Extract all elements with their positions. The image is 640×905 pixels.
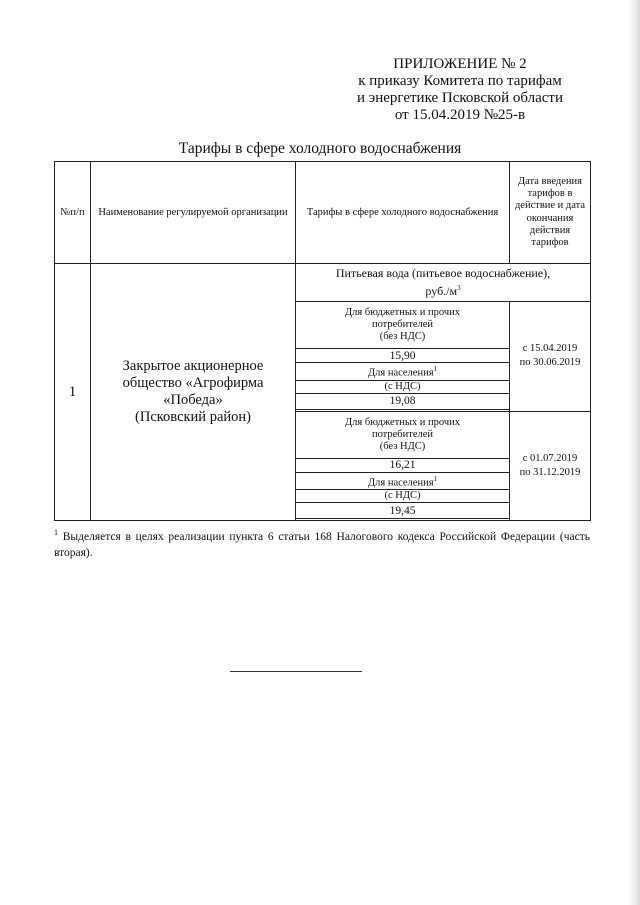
budget-consumers-label: Для бюджетных и прочих потребителей (без НДС) — [296, 302, 510, 349]
appendix-number: ПРИЛОЖЕНИЕ № 2 — [393, 56, 527, 72]
budget-consumers-label: Для бюджетных и прочих потребителей (без НДС) — [296, 411, 510, 458]
period-start: с 01.07.2019 — [522, 452, 578, 464]
row-number: 1 — [55, 264, 91, 521]
order-reference-line: к приказу Комитета по тарифам — [358, 73, 562, 89]
period-start: с 15.04.2019 — [522, 343, 578, 355]
population-tariff-value: 19,45 — [296, 503, 510, 519]
col-header-dates: Дата введения тарифов в действие и дата окончания действия тарифов — [510, 162, 591, 264]
population-vat-label: (с НДС) — [296, 490, 510, 503]
org-line: (Псковский район) — [135, 409, 251, 425]
col-header-tariffs: Тарифы в сфере холодного водоснабжения — [296, 162, 510, 264]
col-header-num: №п/п — [55, 162, 91, 264]
org-line: Закрытое акционерное — [122, 358, 264, 374]
page-edge-shadow — [628, 0, 640, 905]
document-title: Тарифы в сфере холодного водоснабжения — [178, 140, 462, 157]
organization-name — [91, 264, 296, 521]
tariff-period — [510, 411, 591, 521]
footnote-mark: 1 — [54, 528, 58, 537]
tariffs-table — [54, 161, 591, 521]
population-label: Для населения$^1$ — [296, 472, 510, 490]
period-end: по 30.06.2019 — [519, 357, 581, 369]
budget-tariff-value: 15,90 — [296, 349, 510, 363]
org-line: общество «Агрофирма — [122, 375, 264, 391]
tariff-period — [510, 302, 591, 412]
table-row — [55, 264, 591, 302]
table-header-row — [55, 162, 591, 264]
col-header-org: Наименование регулируемой организации — [91, 162, 296, 264]
period-end: по 31.12.2019 — [519, 466, 581, 478]
footnote — [54, 525, 590, 561]
org-line: «Победа» — [163, 392, 223, 408]
drinking-water-label: Питьевая вода (питьевое водоснабжение), — [335, 266, 551, 280]
population-label: Для населения$^1$ — [296, 363, 510, 381]
population-tariff-value: 19,08 — [296, 393, 510, 409]
order-date-line: от 15.04.2019 №25-в — [394, 107, 526, 123]
committee-line: и энергетике Псковской области — [356, 90, 564, 106]
closing-rule — [230, 671, 362, 672]
population-vat-label: (с НДС) — [296, 380, 510, 393]
budget-tariff-value: 16,21 — [296, 458, 510, 472]
unit-label: $руб./м^3$ — [425, 284, 461, 298]
appendix-header — [340, 56, 580, 124]
drinking-water-header — [296, 264, 591, 302]
footnote-text: Выделяется в целях реализации пункта 6 статьи 168 Налогового кодекса Российской Федерации (часть вторая). — [54, 530, 591, 559]
